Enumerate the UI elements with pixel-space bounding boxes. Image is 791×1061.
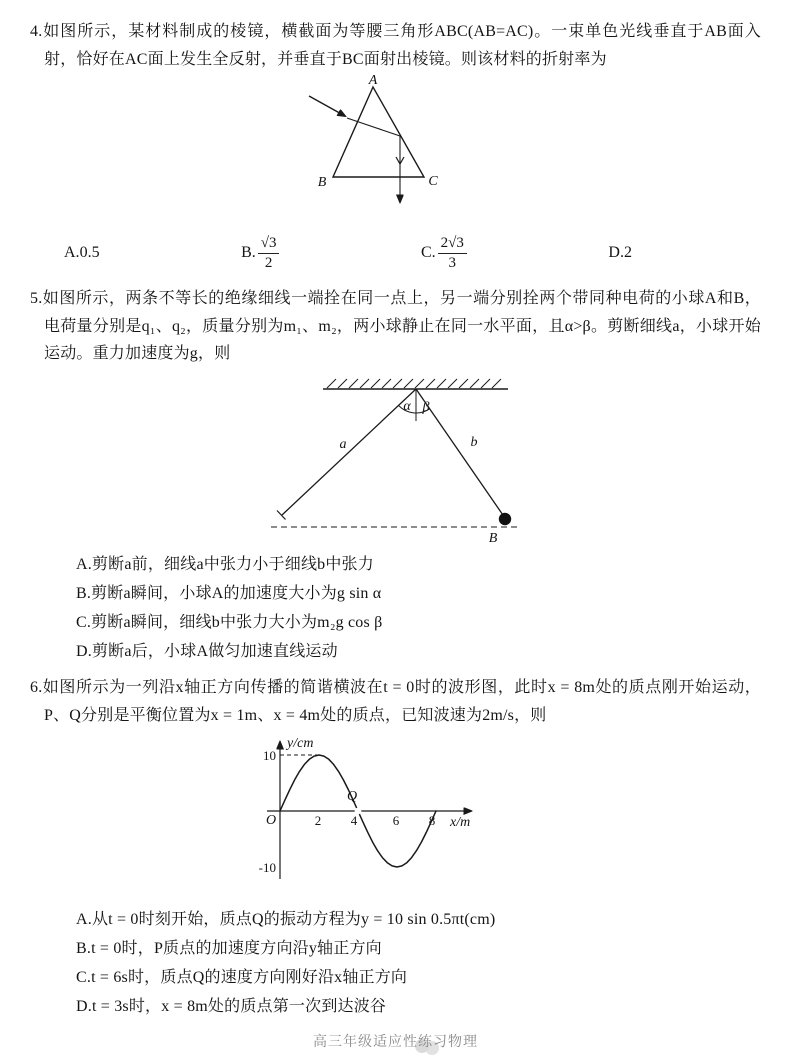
string-b-label: b — [470, 434, 477, 450]
question-6-options — [76, 905, 761, 1021]
strings-figure — [30, 374, 761, 546]
option-c-denominator: 3 — [448, 254, 457, 271]
question-6-number: 6. — [30, 679, 43, 697]
x-tick-6: 6 — [392, 813, 400, 829]
x-tick-4: 4 — [350, 813, 358, 829]
question-4-number: 4. — [30, 23, 43, 40]
question-5-option-b: B.剪断a瞬间，小球A的加速度大小为g sin α — [76, 584, 382, 602]
incident-ray — [309, 96, 345, 116]
option-d-label: D. — [608, 244, 624, 262]
question-5 — [30, 285, 761, 666]
option-c-numerator: 2√3 — [438, 235, 467, 254]
ceiling-hatch — [327, 379, 501, 388]
x-tick-2: 2 — [314, 813, 322, 829]
prism-triangle — [333, 87, 424, 177]
question-6 — [30, 674, 761, 1021]
option-a-value: 0.5 — [79, 244, 100, 262]
option-b — [241, 235, 279, 272]
question-4-stem: 如图所示，某材料制成的棱镜，横截面为等腰三角形ABC(AB=AC)。一束单色光线垂直于AB面入射，恰好在AC面上发生全反射，并垂直于BC面射出棱镜。则该材料的折射率为 — [42, 23, 761, 68]
question-4-text — [30, 18, 761, 73]
option-c-fraction — [438, 235, 467, 272]
wave-diagram — [238, 733, 490, 901]
option-c-label: C. — [421, 243, 436, 261]
question-6-option-d: D.t = 3s时，x = 8m处的质点第一次到达波谷 — [76, 998, 387, 1016]
prism-figure — [30, 75, 761, 225]
string-a-label: a — [339, 436, 346, 452]
option-b-label: B. — [241, 243, 256, 261]
question-5-option-a: A.剪断a前，细线a中张力小于细线b中张力 — [76, 555, 374, 573]
page-footer — [0, 1031, 791, 1051]
option-b-numerator: √3 — [258, 235, 280, 254]
question-6-stem: 如图所示为一列沿x轴正方向传播的简谐横波在t = 0时的波形图，此时x = 8m处的质点刚开始运动，P、Q分别是平衡位置为x = 1m、x = 4m处的质点，已知波速为2m/s，则 — [42, 679, 761, 724]
vertex-a-label: A — [368, 75, 377, 89]
y-min-label: -10 — [258, 860, 276, 876]
wave-figure — [238, 733, 761, 901]
angle-beta-label: β — [422, 399, 429, 415]
vertex-b-label: B — [317, 175, 326, 191]
option-a — [64, 244, 100, 262]
option-c — [421, 235, 467, 272]
y-axis-label: y/cm — [287, 736, 314, 752]
point-q-label: Q — [346, 789, 358, 805]
question-4 — [30, 18, 761, 273]
option-b-fraction — [258, 235, 280, 272]
question-5-stem: 如图所示，两条不等长的绝缘细线一端拴在同一点上，另一端分别拴两个带同种电荷的小球A和B，电荷量分别是q₁、q₂，质量分别为m₁、m₂，两小球静止在同一水平面，且α>β。剪断细线a，小球开始运动。重力加速度为g，则 — [42, 290, 761, 363]
option-d — [608, 244, 632, 262]
y-max-label: 10 — [263, 748, 276, 764]
question-6-option-a: A.从t = 0时刻开始，质点Q的振动方程为y = 10 sin 0.5πt(cm) — [76, 911, 496, 929]
x-axis-label: x/m — [450, 815, 471, 831]
angle-alpha-label: α — [402, 398, 411, 414]
question-5-text — [30, 285, 761, 368]
prism-diagram — [291, 75, 501, 225]
question-5-number: 5. — [30, 290, 43, 308]
ball-b-label: B — [488, 530, 497, 546]
string-a-line — [282, 389, 416, 515]
question-6-option-b: B.t = 0时，P质点的加速度方向沿y轴正方向 — [76, 940, 382, 958]
option-b-denominator: 2 — [264, 254, 273, 271]
question-4-options — [64, 233, 632, 273]
question-6-text — [30, 674, 761, 729]
question-6-option-c: C.t = 6s时，质点Q的速度方向刚好沿x轴正方向 — [76, 969, 408, 987]
origin-label: O — [265, 813, 277, 829]
footer-title: 高三年级适应性练习物理 — [313, 1035, 478, 1050]
question-5-option-d: D.剪断a后，小球A做匀加速直线运动 — [76, 642, 338, 660]
string-a-end-tick — [277, 510, 286, 519]
option-d-value: 2 — [623, 244, 632, 262]
question-5-options — [76, 550, 761, 666]
ball-b — [498, 512, 510, 524]
vertex-c-label: C — [427, 174, 438, 190]
question-5-option-c: C.剪断a瞬间，细线b中张力大小为m₂g cos β — [76, 613, 383, 631]
strings-diagram — [265, 374, 527, 546]
x-tick-8: 8 — [428, 813, 436, 829]
option-a-label: A. — [64, 244, 80, 262]
